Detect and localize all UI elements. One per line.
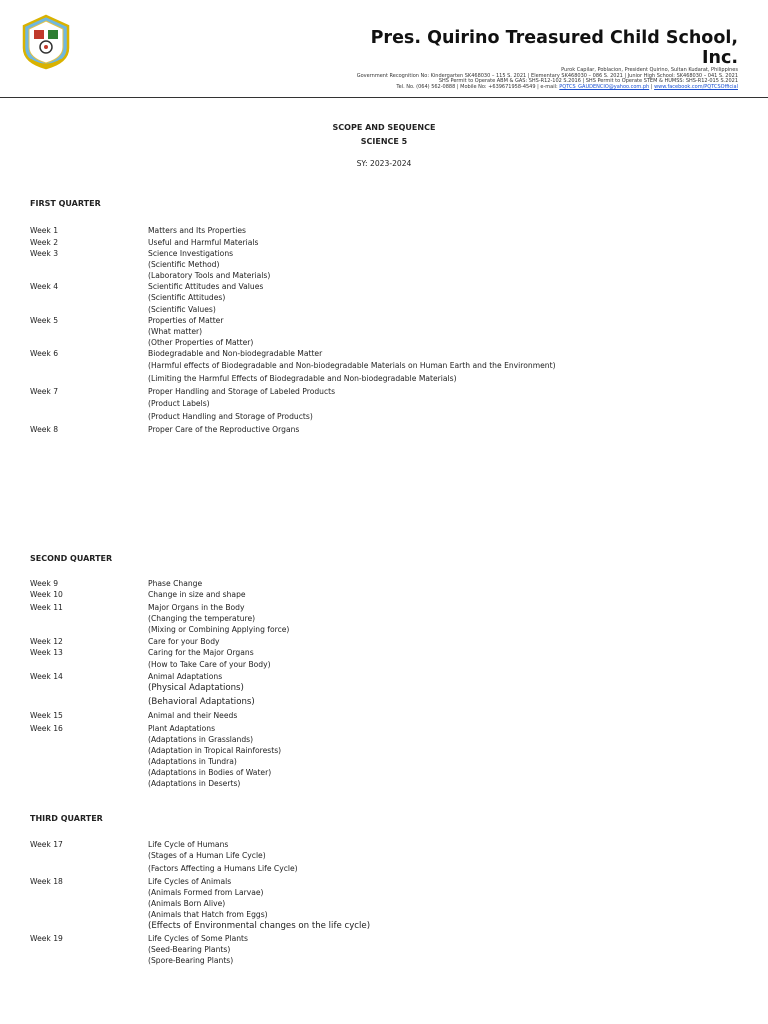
topic: (Scientific Method) bbox=[148, 260, 220, 269]
table-row bbox=[0, 711, 768, 722]
week-label: Week 5 bbox=[30, 316, 59, 325]
topic: Phase Change bbox=[148, 579, 203, 588]
table-row bbox=[0, 293, 768, 304]
week-label: Week 15 bbox=[30, 711, 63, 720]
topic: (Effects of Environmental changes on the life cycle) bbox=[148, 921, 371, 931]
table-row bbox=[0, 921, 768, 932]
document-title: SCOPE AND SEQUENCE bbox=[332, 123, 436, 132]
topic: Life Cycles of Some Plants bbox=[148, 934, 248, 943]
topic: Scientific Attitudes and Values bbox=[148, 282, 264, 291]
topic: (Changing the temperature) bbox=[148, 614, 256, 623]
week-label: Week 3 bbox=[30, 249, 59, 258]
topic: (Laboratory Tools and Materials) bbox=[148, 271, 271, 280]
table-row bbox=[0, 374, 768, 385]
table-row bbox=[0, 888, 768, 899]
table-row bbox=[0, 899, 768, 910]
topic: Plant Adaptations bbox=[148, 724, 216, 733]
table-row bbox=[0, 840, 768, 851]
topic: (Factors Affecting a Humans Life Cycle) bbox=[148, 864, 298, 873]
table-row bbox=[0, 724, 768, 735]
table-row bbox=[0, 864, 768, 875]
table-row bbox=[0, 603, 768, 614]
topic: (What matter) bbox=[148, 327, 203, 336]
week-label: Week 8 bbox=[30, 425, 59, 434]
table-row bbox=[0, 877, 768, 888]
government-recognition: Government Recognition No: Kindergarten SK468030 – 115 S. 2021 | Elementary SK468030 – 086 S. 2021 | Junior High School: SK468030 – 041 S. 2021 bbox=[356, 72, 738, 79]
table-row bbox=[0, 338, 768, 349]
table-row bbox=[0, 387, 768, 398]
week-label: Week 17 bbox=[30, 840, 63, 849]
table-row bbox=[0, 282, 768, 293]
topic: Care for your Body bbox=[148, 637, 220, 646]
table-row bbox=[0, 271, 768, 282]
table-row bbox=[0, 425, 768, 436]
table-row bbox=[0, 697, 768, 708]
topic: Proper Handling and Storage of Labeled Products bbox=[148, 387, 336, 396]
topic: (Animals Formed from Larvae) bbox=[148, 888, 264, 897]
topic: Proper Care of the Reproductive Organs bbox=[148, 425, 300, 434]
topic: (Seed-Bearing Plants) bbox=[148, 945, 231, 954]
school-seal-logo bbox=[20, 14, 72, 70]
topic: (Other Properties of Matter) bbox=[148, 338, 254, 347]
table-row bbox=[0, 660, 768, 671]
table-row bbox=[0, 349, 768, 360]
week-label: Week 18 bbox=[30, 877, 63, 886]
school-name bbox=[318, 28, 738, 68]
table-row bbox=[0, 316, 768, 327]
topic: (Adaptation in Tropical Rainforests) bbox=[148, 746, 282, 755]
week-label: Week 1 bbox=[30, 226, 59, 235]
third-quarter-heading: THIRD QUARTER bbox=[30, 814, 103, 823]
topic: (Scientific Attitudes) bbox=[148, 293, 226, 302]
topic: (How to Take Care of your Body) bbox=[148, 660, 271, 669]
table-row bbox=[0, 625, 768, 636]
table-row bbox=[0, 768, 768, 779]
school-address: Purok Capilar, Poblacion, President Quirino, Sultan Kudarat, Philippines bbox=[561, 67, 738, 73]
table-row bbox=[0, 260, 768, 271]
topic: (Limiting the Harmful Effects of Biodegradable and Non-biodegradable Materials) bbox=[148, 374, 457, 383]
table-row bbox=[0, 361, 768, 372]
table-row bbox=[0, 399, 768, 410]
topic: (Physical Adaptations) bbox=[148, 683, 244, 693]
topic: (Adaptations in Grasslands) bbox=[148, 735, 254, 744]
table-row bbox=[0, 238, 768, 249]
week-label: Week 14 bbox=[30, 672, 63, 681]
topic: Matters and Its Properties bbox=[148, 226, 246, 235]
week-label: Week 16 bbox=[30, 724, 63, 733]
table-row bbox=[0, 910, 768, 921]
topic: (Spore-Bearing Plants) bbox=[148, 956, 234, 965]
topic: Animal and their Needs bbox=[148, 711, 238, 720]
school-year: SY: 2023-2024 bbox=[356, 159, 412, 168]
week-label: Week 10 bbox=[30, 590, 63, 599]
topic: Major Organs in the Body bbox=[148, 603, 245, 612]
topic: Useful and Harmful Materials bbox=[148, 238, 259, 247]
week-label: Week 19 bbox=[30, 934, 63, 943]
table-row bbox=[0, 579, 768, 590]
week-label: Week 12 bbox=[30, 637, 63, 646]
document-subtitle: SCIENCE 5 bbox=[360, 137, 408, 146]
topic: (Animals Born Alive) bbox=[148, 899, 226, 908]
week-label: Week 11 bbox=[30, 603, 63, 612]
topic: Life Cycles of Animals bbox=[148, 877, 232, 886]
second-quarter-heading: SECOND QUARTER bbox=[30, 554, 113, 563]
topic: Animal Adaptations bbox=[148, 672, 223, 681]
email-link[interactable]: PQTCS_GAUDENCIO@yahoo.com.ph bbox=[559, 83, 650, 90]
school-name-line2: Inc. bbox=[702, 48, 738, 68]
table-row bbox=[0, 779, 768, 790]
table-row bbox=[0, 637, 768, 648]
table-row bbox=[0, 614, 768, 625]
contact-line bbox=[178, 85, 738, 91]
week-label: Week 7 bbox=[30, 387, 59, 396]
week-label: Week 2 bbox=[30, 238, 59, 247]
topic: (Scientific Values) bbox=[148, 305, 216, 314]
letterhead bbox=[0, 0, 768, 98]
contact-numbers: Tel. No. (064) 562-0888 | Mobile No: +639671958-4549 | e-mail: bbox=[396, 83, 558, 90]
topic: Biodegradable and Non-biodegradable Matter bbox=[148, 349, 323, 358]
table-row bbox=[0, 648, 768, 659]
table-row bbox=[0, 735, 768, 746]
topic: (Harmful effects of Biodegradable and Non-biodegradable Materials on Human Earth and the Environment) bbox=[148, 361, 556, 370]
topic: Science Investigations bbox=[148, 249, 234, 258]
table-row bbox=[0, 683, 768, 694]
table-row bbox=[0, 226, 768, 237]
table-row bbox=[0, 956, 768, 967]
topic: (Adaptations in Deserts) bbox=[148, 779, 241, 788]
topic: Properties of Matter bbox=[148, 316, 224, 325]
topic: Change in size and shape bbox=[148, 590, 246, 599]
table-row bbox=[0, 672, 768, 683]
facebook-link[interactable]: www.facebook.com/PQTCSOfficial bbox=[654, 83, 738, 90]
table-row bbox=[0, 934, 768, 945]
topic: (Product Labels) bbox=[148, 399, 210, 408]
contact-separator: | bbox=[650, 83, 653, 90]
table-row bbox=[0, 249, 768, 260]
topic: (Product Handling and Storage of Products) bbox=[148, 412, 313, 421]
first-quarter-heading: FIRST QUARTER bbox=[30, 199, 101, 208]
topic: (Stages of a Human Life Cycle) bbox=[148, 851, 266, 860]
table-row bbox=[0, 305, 768, 316]
week-label: Week 9 bbox=[30, 579, 59, 588]
topic: (Mixing or Combining Applying force) bbox=[148, 625, 290, 634]
topic: Caring for the Major Organs bbox=[148, 648, 254, 657]
shs-permits: SHS Permit to Operate ABM & GAS: SHS-R12-102 S.2016 | SHS Permit to Operate STEM & HUMSS: SHS-R12-015 S.2021 bbox=[438, 78, 738, 85]
topic: (Adaptations in Bodies of Water) bbox=[148, 768, 272, 777]
week-label: Week 6 bbox=[30, 349, 59, 358]
table-row bbox=[0, 412, 768, 423]
table-row bbox=[0, 945, 768, 956]
table-row bbox=[0, 851, 768, 862]
table-row bbox=[0, 746, 768, 757]
topic: (Adaptations in Tundra) bbox=[148, 757, 237, 766]
week-label: Week 4 bbox=[30, 282, 59, 291]
topic: Life Cycle of Humans bbox=[148, 840, 229, 849]
table-row bbox=[0, 590, 768, 601]
table-row bbox=[0, 327, 768, 338]
topic: (Animals that Hatch from Eggs) bbox=[148, 910, 268, 919]
topic: (Behavioral Adaptations) bbox=[148, 697, 255, 707]
week-label: Week 13 bbox=[30, 648, 63, 657]
school-name-line1: Pres. Quirino Treasured Child School, bbox=[370, 28, 738, 48]
table-row bbox=[0, 757, 768, 768]
school-address-block bbox=[178, 68, 738, 90]
